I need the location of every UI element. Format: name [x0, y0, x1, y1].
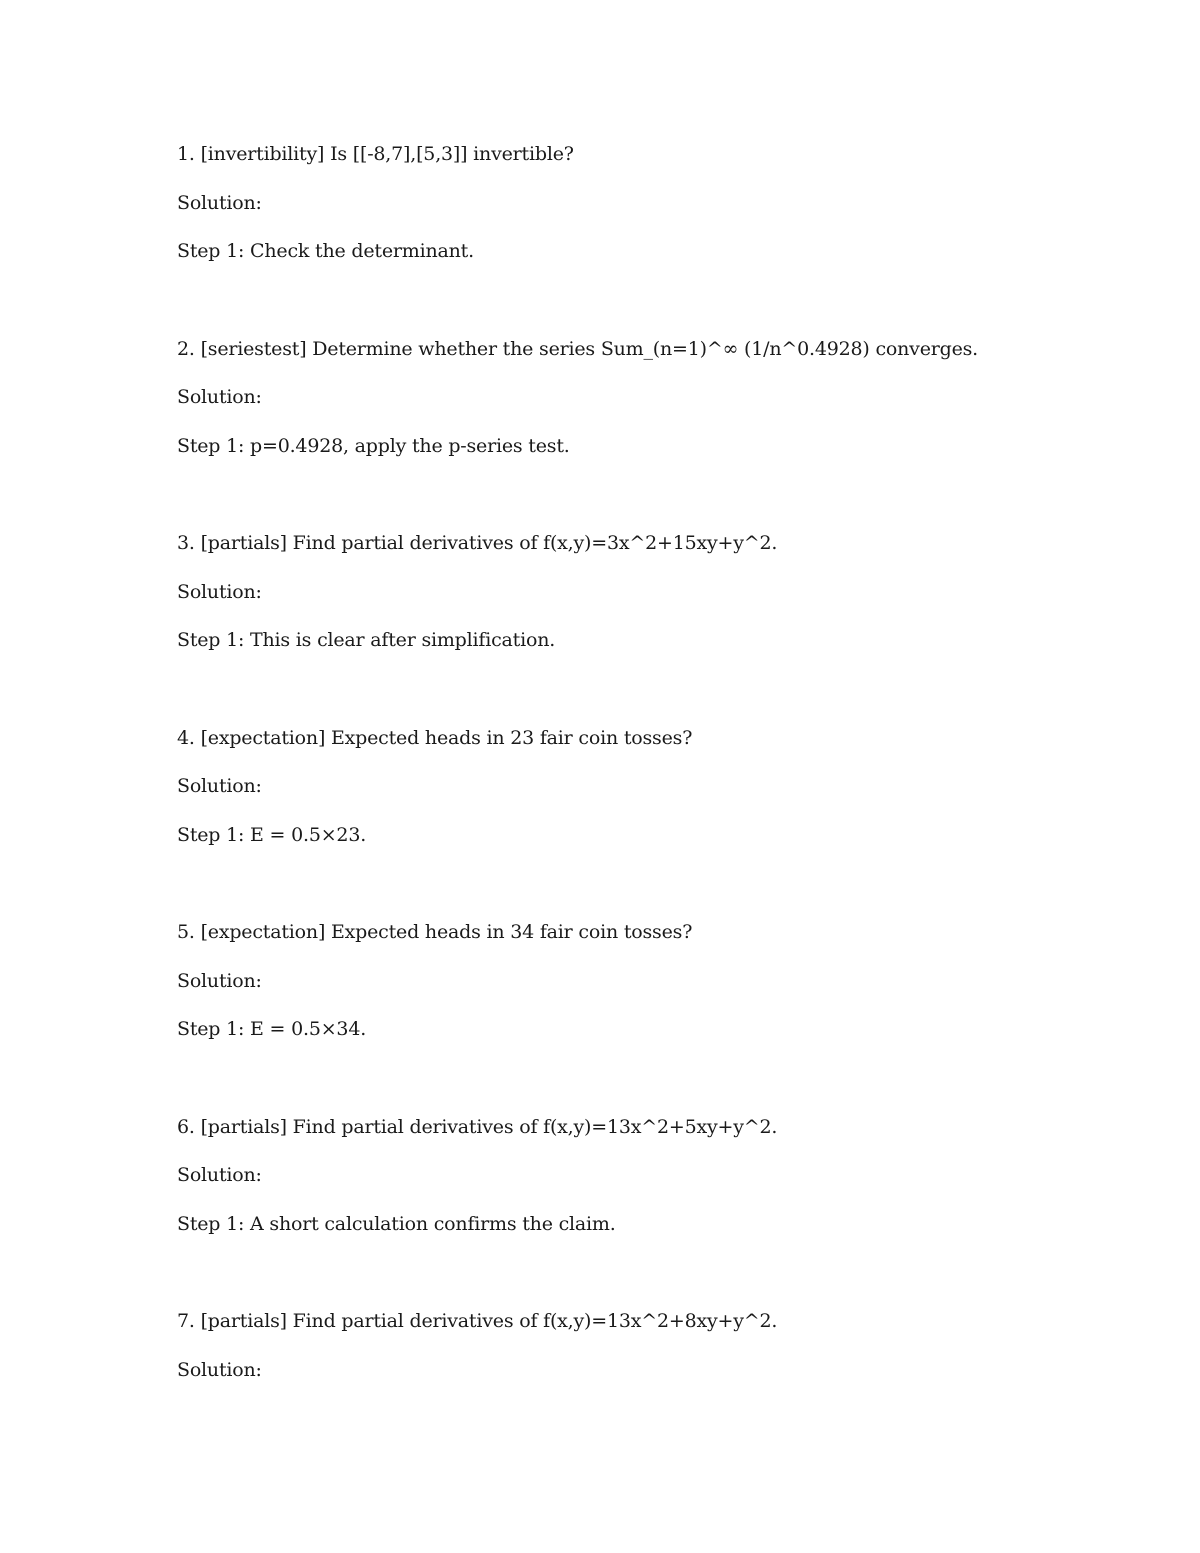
solution-step: Step 1: E = 0.5×23.: [177, 823, 367, 846]
problem-7: [177, 1308, 1137, 1503]
problem-2: [177, 336, 1137, 531]
problem-1: [177, 141, 1137, 336]
problem-4: [177, 725, 1137, 920]
problem-question: 4. [expectation] Expected heads in 23 fair coin tosses?: [177, 726, 693, 749]
problem-6: [177, 1114, 1137, 1309]
solution-label: Solution:: [177, 969, 262, 992]
solution-step: Step 1: Check the determinant.: [177, 240, 474, 262]
problem-5: [177, 919, 1137, 1114]
problem-question: 3. [partials] Find partial derivatives of f(x,y)=3x^2+15xy+y^2.: [177, 532, 778, 554]
solution-label: Solution:: [177, 580, 262, 603]
problem-question: 7. [partials] Find partial derivatives of f(x,y)=13x^2+8xy+y^2.: [177, 1310, 778, 1332]
problem-question: 6. [partials] Find partial derivatives of f(x,y)=13x^2+5xy+y^2.: [177, 1115, 778, 1138]
solution-label: Solution:: [177, 775, 262, 797]
solution-label: Solution:: [177, 1358, 262, 1381]
problem-question: 5. [expectation] Expected heads in 34 fair coin tosses?: [177, 921, 693, 943]
solution-step: Step 1: E = 0.5×34.: [177, 1018, 367, 1040]
solution-step: Step 1: This is clear after simplification.: [177, 629, 556, 651]
solution-step: Step 1: A short calculation confirms the claim.: [177, 1212, 616, 1235]
problem-3: [177, 530, 1137, 725]
solution-label: Solution:: [177, 191, 262, 214]
solution-step: Step 1: p=0.4928, apply the p-series test.: [177, 434, 570, 457]
problem-question: 2. [seriestest] Determine whether the series Sum_(n=1)^∞ (1/n^0.4928) converges.: [177, 337, 979, 360]
solution-label: Solution:: [177, 1164, 262, 1186]
solution-label: Solution:: [177, 386, 262, 408]
document-body: [177, 141, 1137, 1503]
problem-question: 1. [invertibility] Is [[-8,7],[5,3]] invertible?: [177, 143, 574, 165]
